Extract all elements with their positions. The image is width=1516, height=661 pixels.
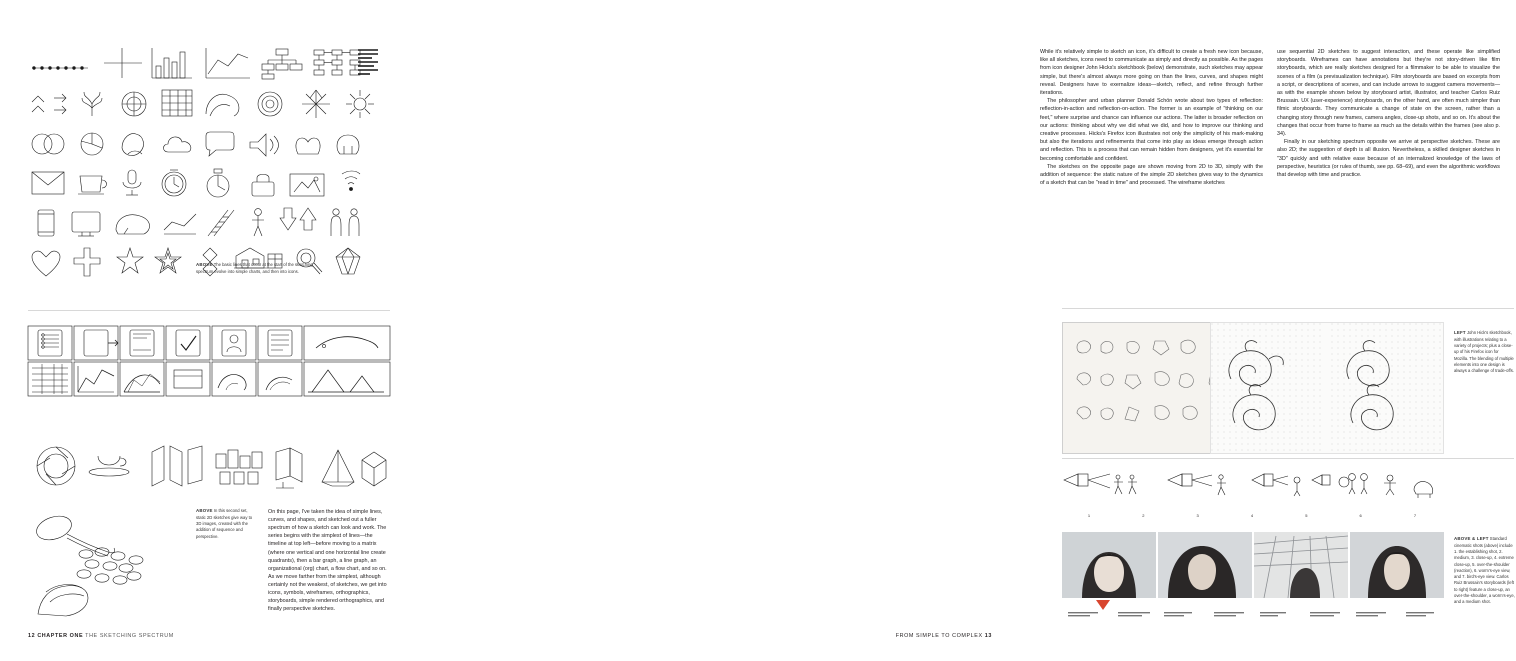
wireframe-storyboard-grid	[28, 326, 390, 439]
right-page	[510, 0, 1515, 661]
seq-number: 4	[1250, 513, 1254, 518]
sketch-set-perspective	[28, 506, 190, 626]
firefox-icon-studies	[1210, 322, 1444, 454]
left-page-paragraph: On this page, I've taken the idea of simple lines, curves, and shapes, and sketched out a fuller spectrum of how a sketch can look and work. The series begins with the simplest of lines—the timeline at top left—before moving to a matrix (where one vertical and one horizontal line create quadrants), then a bar graph, a line graph, an organizational (org) chart, a flow chart, and so on. As we move farther from the simplest, although certainly not the weakest, of sketches, we get into icons, symbols, wireframes, orthographics, storyboards, simple rendered orthographics, and finally perspective sketches.	[268, 509, 387, 613]
sketch-icon-grid	[28, 48, 380, 296]
paragraph: use sequential 2D sketches to suggest interaction, and these operate like simplified storyboards. Wireframes can have annotations but they're not story-driven like film storyboards, which are really sketches designed for a filmmaker to be able to visualize the scenes of a film (a previsualization technique). Film storyboards are based on excerpts from a script, or descriptions of scenes, and can include arrows to suggest camera movements—as with the example shown below by storyboard artist, illustrator, and teacher Carlos Ruiz Brussain. UX (user-experience) storyboards, on the other hand, are often much simpler than filmic storyboards. They communicate a change of state on the screen, rather than a changing story through new frames, camera angles, close-up shots, and so on. It's about the changes that occur from frame to frame as much as the details within the frames (see also p. 34).	[1277, 49, 1500, 138]
body-text-columns	[1040, 48, 1500, 187]
paragraph: While it's relatively simple to sketch an icon, it's difficult to create a fresh new icon because, like all sketches, icons need to communicate as simply and directly as possible. As the pages from icon designer John Hicks's sketchbook (below) demonstrate, such sketches may appear simple, but there's almost always more going on than the lines, curves, and shapes might reveal. Designers have to exernalize ideas—sketch, reflect, and refine through further iterations.	[1040, 49, 1263, 97]
seq-number: 5	[1305, 513, 1308, 518]
folio-right	[896, 633, 992, 639]
caption-text: In this second set, static 2D sketches give way to 3D images, created with the addition of sequence and perspective.	[196, 508, 253, 539]
seq-number: 3	[1196, 513, 1199, 518]
caption-label: LEFT	[1454, 330, 1466, 335]
paragraph: The philosopher and urban planner Donald Schön wrote about two types of reflection: reflection-in-action and reflection-on-action. The former is an example of "thinking on our feet," where surprise and chance can influence our actions. The latter is broader reflection on our actions: thinking about why we did what we did, and how to improve our thinking and creative processes. Hicks's Firefox icon illustrates not only the simplicity of his mark-making but also the iterations and refinements that come into play as ideas emerge through action and reflection. This is a process that can remain hidden from designers, yet it's essential for becoming comfortable and confident.	[1040, 98, 1263, 162]
sketch-set-3d	[28, 440, 390, 500]
caption-label: ABOVE	[196, 262, 213, 267]
storyboard-frame-worms-eye	[1254, 532, 1348, 620]
caption-label: ABOVE	[196, 508, 213, 513]
seq-number: 2	[1142, 513, 1145, 518]
folio-section: THE SKETCHING SPECTRUM	[85, 633, 174, 639]
folio-left	[28, 633, 174, 639]
folio-page-number: 13	[984, 633, 992, 639]
cinematic-shot-sequence	[1062, 470, 1442, 518]
caption-text: The basic lines that occur at the start of the sketching spectrum evolve into simple charts, and then into icons.	[196, 262, 313, 274]
seq-number: 6	[1359, 513, 1362, 518]
caption-right-left	[1454, 330, 1514, 374]
storyboard-frame-medium	[1350, 532, 1444, 620]
right-divider-bottom	[1062, 458, 1514, 459]
left-divider	[28, 310, 390, 311]
caption-left-above	[196, 508, 258, 540]
caption-label: ABOVE & LEFT	[1454, 536, 1489, 541]
seq-number: 1	[1087, 513, 1091, 518]
right-divider-top	[1062, 308, 1514, 309]
caption-text: Standard cinematic shots (above) include 1. the establishing shot, 2. medium, 3. close-up, 4. extreme close-up, 5. over-the-shoulder (reaction), 6. worm's-eye view, and 7. bird's-eye view. Carlos Ruiz Brussain's storyboards (left to right) feature a close-up, an over-the-shoulder, a worm's-eye, and a medium shot.	[1454, 536, 1515, 605]
body-column-2	[1277, 48, 1500, 187]
body-column-1	[1040, 48, 1263, 187]
storyboard-frame-over-shoulder	[1158, 532, 1252, 620]
paragraph: The sketches on the opposite page are shown moving from 2D to 3D, simply with the addition of sequence: the static nature of the simple 2D sketches gives way to the dynamics of a sketch that can be "read in time" and processed. The wireframe sketches	[1040, 163, 1263, 187]
caption-icons-above	[196, 262, 316, 275]
caption-text: John Hick's sketchbook, with illustrations relating to a variety of projects; plus a close-up of his Firefox icon for Mozilla. The blending of multiple elements into one design is always a challenge of trade-offs.	[1454, 330, 1514, 374]
paragraph: Finally in our sketching spectrum opposite we arrive at perspective sketches. These are also 2D; the suggestion of depth is all illusion. Nevertheless, a skilled designer sketches in "3D" quickly and with relative ease because of an internalized knowledge of the laws of perspective, heuristics (or rules of thumb, see pp. 68–69), and even the algorithmic workflows that develop with time and practice.	[1277, 139, 1500, 179]
folio-chapter: CHAPTER ONE	[37, 633, 84, 639]
caption-right-bottom	[1454, 536, 1516, 606]
folio-section: FROM SIMPLE TO COMPLEX	[895, 633, 983, 639]
storyboard-frame-closeup	[1062, 532, 1156, 620]
folio-page-number: 12	[28, 633, 36, 639]
seq-number: 7	[1413, 513, 1417, 518]
storyboard-frames	[1062, 532, 1442, 620]
left-page	[0, 0, 510, 661]
